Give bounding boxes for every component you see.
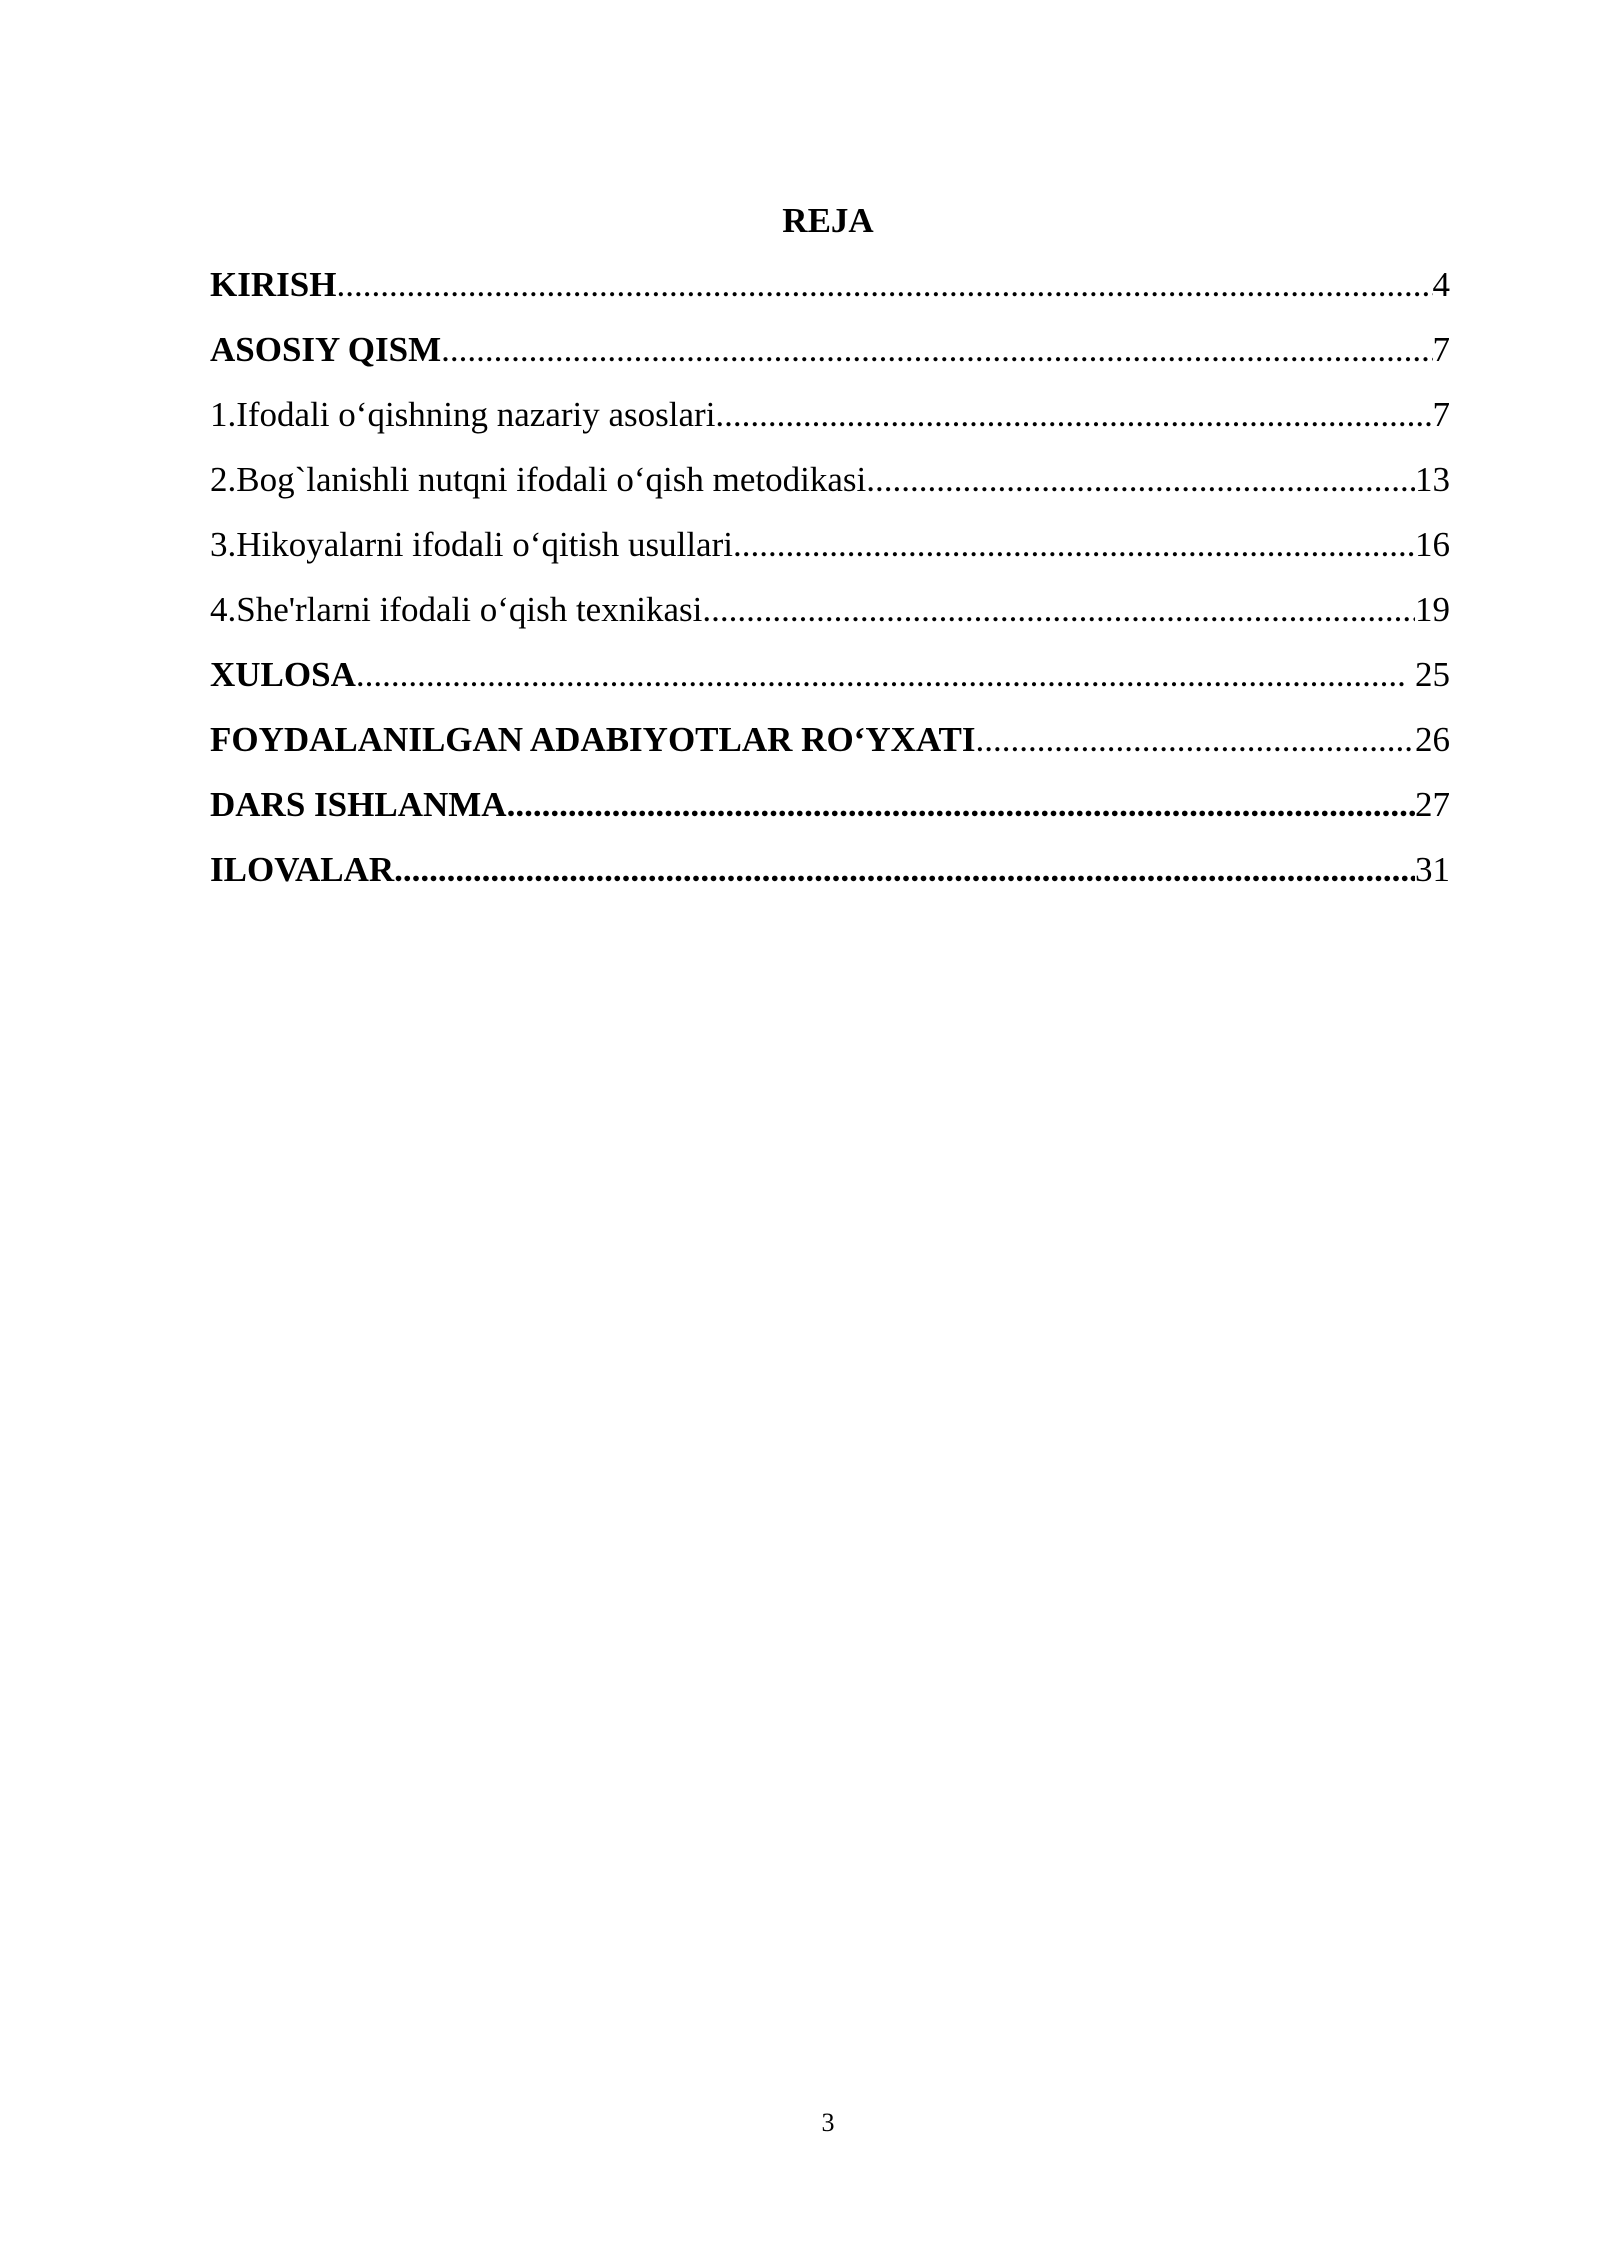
toc-item-label: 2.Bog`lanishli nutqni ifodali o‘qish metodikasi (210, 460, 867, 499)
toc-item-label: XULOSA (210, 655, 356, 694)
toc-item-xulosa (210, 650, 1450, 715)
toc-item-label: FOYDALANILGAN ADABIYOTLAR RO‘YXATI (210, 720, 976, 759)
toc-item-ilovalar (210, 845, 1450, 910)
toc-dot-leader (356, 650, 1406, 700)
toc-item-page: 27 (1415, 785, 1450, 824)
toc-item-label: KIRISH (210, 265, 337, 304)
toc-item-adabiyotlar (210, 715, 1450, 780)
toc-item-page: 13 (1415, 460, 1450, 499)
toc-item-page: 4 (1432, 265, 1450, 304)
toc-item-section-3 (210, 520, 1450, 585)
toc-dot-leader (866, 455, 1415, 505)
toc-dot-leader (976, 715, 1415, 765)
toc-item-asosiy-qism (210, 325, 1450, 390)
toc-item-page: 16 (1415, 525, 1450, 564)
toc-item-section-4 (210, 585, 1450, 650)
toc-item-label: ASOSIY QISM (210, 330, 442, 369)
table-of-contents (210, 260, 1450, 910)
toc-dot-leader (702, 585, 1415, 635)
toc-item-dars-ishlanma (210, 780, 1450, 845)
toc-item-page: 7 (1432, 330, 1450, 369)
toc-dot-leader (394, 845, 1415, 895)
toc-item-label: ILOVALAR (210, 850, 395, 889)
toc-item-kirish (210, 260, 1450, 325)
toc-item-page: 19 (1415, 590, 1450, 629)
toc-dot-leader (441, 325, 1432, 375)
toc-dot-leader (733, 520, 1415, 570)
toc-item-label: 4.She'rlarni ifodali o‘qish texnikasi (210, 590, 703, 629)
toc-item-label: 1.Ifodali o‘qishning nazariy asoslari (210, 395, 716, 434)
toc-item-page: 31 (1415, 850, 1450, 889)
toc-item-label: DARS ISHLANMA (210, 785, 507, 824)
toc-dot-leader (507, 780, 1415, 830)
page-number: 3 (821, 2108, 835, 2137)
toc-item-section-1 (210, 390, 1450, 455)
page-title: REJA (782, 201, 874, 240)
toc-dot-leader (336, 260, 1432, 310)
toc-item-page: 7 (1432, 395, 1450, 434)
toc-dot-leader (715, 390, 1432, 440)
toc-item-page: 25 (1406, 655, 1450, 694)
toc-item-section-2 (210, 455, 1450, 520)
toc-item-label: 3.Hikoyalarni ifodali o‘qitish usullari (210, 525, 733, 564)
toc-item-page: 26 (1415, 720, 1450, 759)
